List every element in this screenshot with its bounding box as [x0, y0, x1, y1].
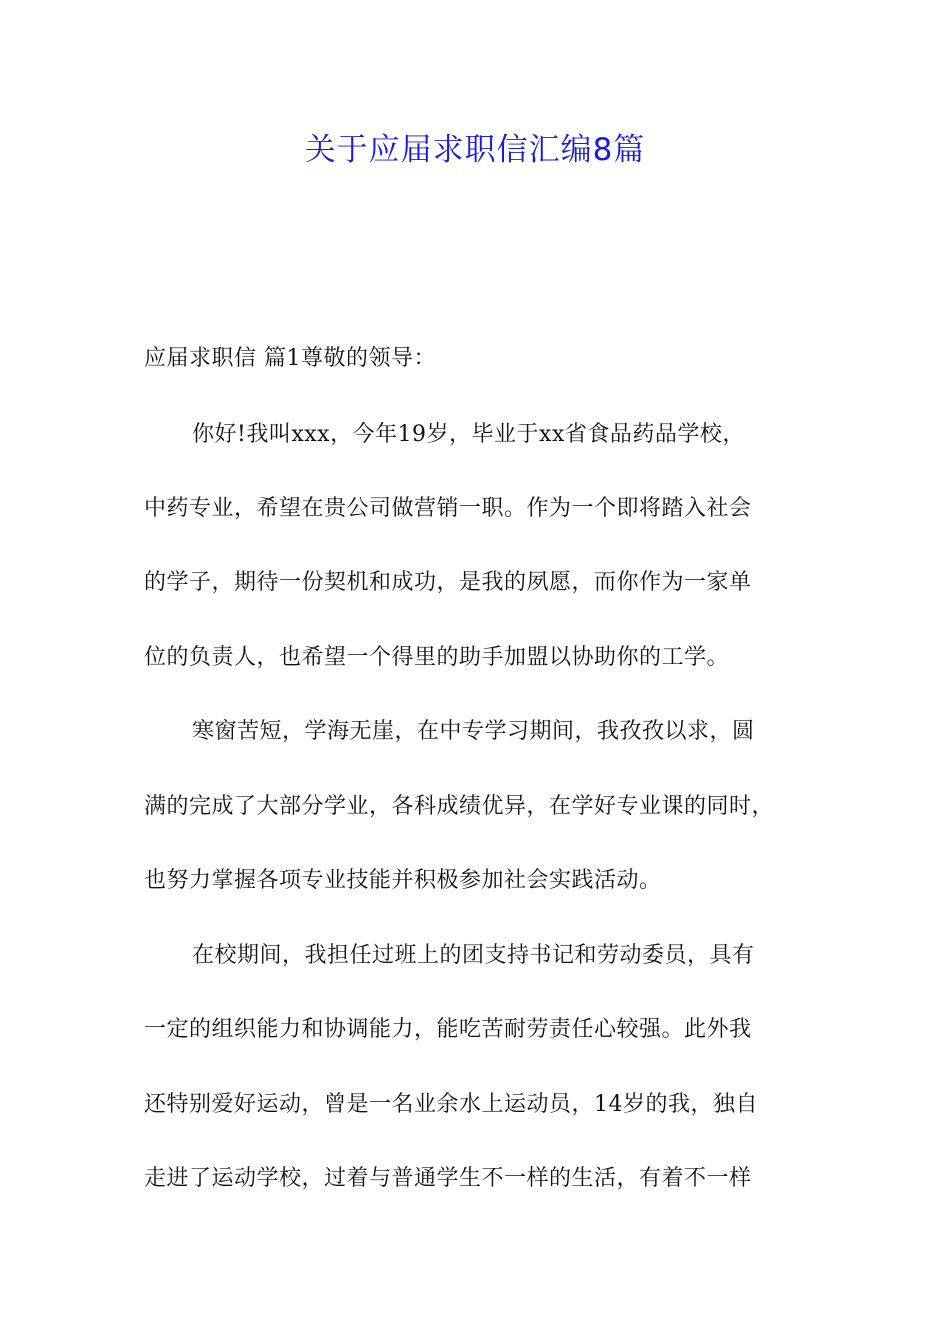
body-line: 的学子，期待一份契机和成功，是我的夙愿，而你作为一家单	[144, 570, 752, 595]
body-line: 位的负责人，也希望一个得里的助手加盟以协助你的工学。	[144, 645, 730, 670]
salutation-line: 应届求职信 篇1尊敬的领导：	[144, 346, 436, 371]
body-line: 也努力掌握各项专业技能并积极参加社会实践活动。	[144, 868, 662, 893]
body-line: 走进了运动学校，过着与普通学生不一样的生活，有着不一样	[144, 1166, 752, 1191]
body-line: 还特别爱好运动，曾是一名业余水上运动员，14岁的我，独自	[144, 1092, 758, 1117]
body-line: 中药专业，希望在贵公司做营销一职。作为一个即将踏入社会	[144, 496, 752, 521]
body-line: 你好!我叫xxx，今年19岁，毕业于xx省食品药品学校，	[192, 422, 745, 447]
body-line: 满的完成了大部分学业，各科成绩优异，在学好专业课的同时，	[144, 794, 775, 819]
body-line: 在校期间，我担任过班上的团支持书记和劳动委员，具有	[192, 943, 755, 968]
document-title: 关于应届求职信汇编8篇	[304, 132, 646, 168]
body-line: 一定的组织能力和协调能力，能吃苦耐劳责任心较强。此外我	[144, 1017, 752, 1042]
body-line: 寒窗苦短，学海无崖，在中专学习期间，我孜孜以求，圆	[192, 719, 755, 744]
